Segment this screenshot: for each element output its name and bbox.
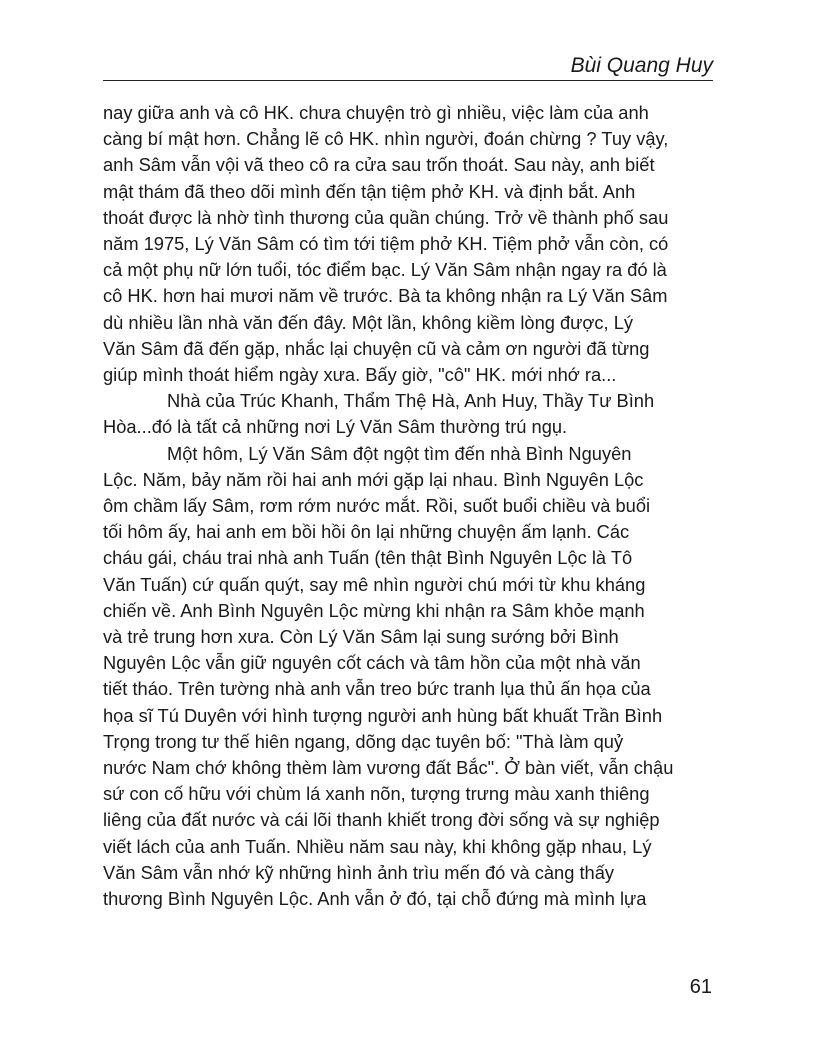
text-line: chiến về. Anh Bình Nguyên Lộc mừng khi nhận ra Sâm khỏe mạnh bbox=[103, 599, 645, 621]
text-line: năm 1975, Lý Văn Sâm có tìm tới tiệm phở KH. Tiệm phở vẫn còn, có bbox=[103, 233, 669, 255]
text-line: dù nhiều lần nhà văn đến đây. Một lần, không kiềm lòng được, Lý bbox=[103, 311, 634, 333]
text-line: viết lách của anh Tuấn. Nhiều năm sau này, khi không gặp nhau, Lý bbox=[103, 835, 652, 857]
text-line: sứ con cố hữu với chùm lá xanh nõn, tượng trưng màu xanh thiêng bbox=[103, 783, 650, 805]
text-line: Hòa...đó là tất cả những nơi Lý Văn Sâm thường trú ngụ. bbox=[103, 416, 568, 438]
text-line: Văn Tuấn) cứ quấn quýt, say mê nhìn người chú mới từ khu kháng bbox=[103, 573, 646, 595]
text-line: mật thám đã theo dõi mình đến tận tiệm phở KH. và định bắt. Anh bbox=[103, 180, 636, 202]
text-line: cả một phụ nữ lớn tuổi, tóc điểm bạc. Lý Văn Sâm nhận ngay ra đó là bbox=[103, 259, 667, 281]
paragraph bbox=[103, 388, 713, 440]
text-line: nay giữa anh và cô HK. chưa chuyện trò gì nhiều, việc làm của anh bbox=[103, 102, 649, 123]
text-line: tối hôm ấy, hai anh em bồi hồi ôn lại những chuyện ấm lạnh. Các bbox=[103, 521, 630, 543]
running-header bbox=[103, 50, 713, 80]
text-line: liêng của đất nước và cái lõi thanh khiết trong đời sống và sự nghiệp bbox=[103, 809, 660, 831]
paragraph bbox=[103, 100, 713, 388]
text-line: Lộc. Năm, bảy năm rồi hai anh mới gặp lại nhau. Bình Nguyên Lộc bbox=[103, 468, 644, 490]
text-line: thoát được là nhờ tình thương của quần chúng. Trở về thành phố sau bbox=[103, 206, 669, 228]
text-line: tiết tháo. Trên tường nhà anh vẫn treo bức tranh lụa thủ ấn họa của bbox=[103, 678, 651, 700]
text-line: Văn Sâm đã đến gặp, nhắc lại chuyện cũ và cảm ơn người đã từng bbox=[103, 337, 650, 359]
header-rule bbox=[103, 80, 713, 81]
text-line: giúp mình thoát hiểm ngày xưa. Bấy giờ, "cô" HK. mới nhớ ra... bbox=[103, 364, 617, 386]
text-line: họa sĩ Tú Duyên với hình tượng người anh hùng bất khuất Trần Bình bbox=[103, 704, 663, 726]
text-line: thương Bình Nguyên Lộc. Anh vẫn ở đó, tại chỗ đứng mà mình lựa bbox=[103, 888, 647, 910]
text-line: cô HK. hơn hai mươi năm về trước. Bà ta không nhận ra Lý Văn Sâm bbox=[103, 285, 668, 307]
text-line: ôm chầm lấy Sâm, rơm rớm nước mắt. Rồi, suốt buổi chiều và buổi bbox=[103, 495, 651, 517]
text-line: Văn Sâm vẫn nhớ kỹ những hình ảnh trìu mến đó và càng thấy bbox=[103, 861, 615, 883]
text-line: Một hôm, Lý Văn Sâm đột ngột tìm đến nhà Bình Nguyên bbox=[167, 442, 632, 464]
text-line: Trọng trong tư thế hiên ngang, dõng dạc tuyên bố: "Thà làm quỷ bbox=[103, 730, 624, 752]
page-number: 61 bbox=[689, 976, 712, 998]
text-line: và trẻ trung hơn xưa. Còn Lý Văn Sâm lại sung sướng bởi Bình bbox=[103, 626, 619, 648]
text-line: càng bí mật hơn. Chẳng lẽ cô HK. nhìn người, đoán chừng ? Tuy vậy, bbox=[103, 128, 669, 150]
text-line: nước Nam chớ không thèm làm vương đất Bắc". Ở bàn viết, vẫn chậu bbox=[103, 757, 674, 779]
body-text bbox=[103, 100, 713, 912]
text-line: Nguyên Lộc vẫn giữ nguyên cốt cách và tâm hồn của một nhà văn bbox=[103, 652, 641, 674]
text-line: cháu gái, cháu trai nhà anh Tuấn (tên thật Bình Nguyên Lộc là Tô bbox=[103, 547, 633, 569]
text-line: Nhà của Trúc Khanh, Thẩm Thệ Hà, Anh Huy, Thầy Tư Bình bbox=[167, 390, 655, 412]
header-author-name: Bùi Quang Huy bbox=[570, 54, 713, 77]
text-line: anh Sâm vẫn vội vã theo cô ra cửa sau trốn thoát. Sau này, anh biết bbox=[103, 154, 655, 176]
paragraph bbox=[103, 441, 713, 913]
